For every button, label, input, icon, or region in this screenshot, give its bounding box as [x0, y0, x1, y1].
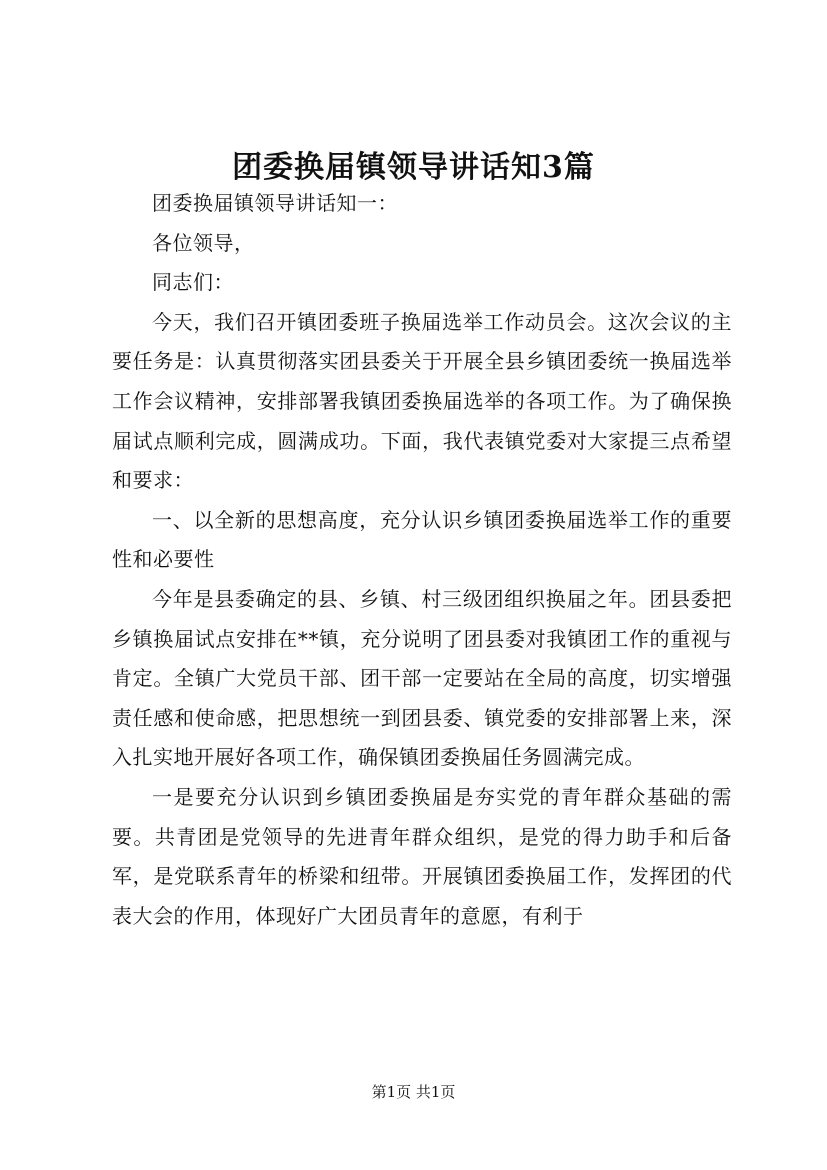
paragraph-salutation-leaders: 各位领导， — [152, 230, 255, 255]
paragraph-point-1: 一是要充分认识到乡镇团委换届是夯实党的青年群众基础的需要。共青团是党领导的先进青年群众组织，是党的得力助手和后备军，是党联系青年的桥梁和纽带。开展镇团委换届工作，发挥团的代表大会的作用，体现好广大团员青年的意愿，有利于 — [112, 784, 732, 928]
paragraph-section-heading-1: 一、以全新的思想高度，充分认识乡镇团委换届选举工作的重要性和必要性 — [112, 507, 732, 572]
paragraph-speech-heading: 团委换届镇领导讲话知一： — [152, 191, 398, 215]
page-title: 团委换届镇领导讲话知3篇 — [232, 150, 595, 185]
paragraph-salutation-comrades: 同志们： — [152, 270, 234, 295]
page-footer: 第1页 共1页 — [371, 1083, 456, 1101]
document-body — [112, 184, 732, 936]
paragraph-introduction: 今天，我们召开镇团委班子换届选举工作动员会。这次会议的主要任务是：认真贯彻落实团县委关于开展全县乡镇团委统一换届选举工作会议精神，安排部署我镇团委换届选举的各项工作。为了确保换届试点顺利完成，圆满成功。下面，我代表镇党委对大家提三点希望和要求： — [112, 309, 732, 493]
paragraph-section-1-body: 今年是县委确定的县、乡镇、村三级团组织换届之年。团县委把乡镇换届试点安排在**镇，充分说明了团县委对我镇团工作的重视与肯定。全镇广大党员干部、团干部一定要站在全局的高度，切实增强责任感和使命感，把思想统一到团县委、镇党委的安排部署上来，深入扎实地开展好各项工作，确保镇团委换届任务圆满完成。 — [112, 586, 732, 770]
